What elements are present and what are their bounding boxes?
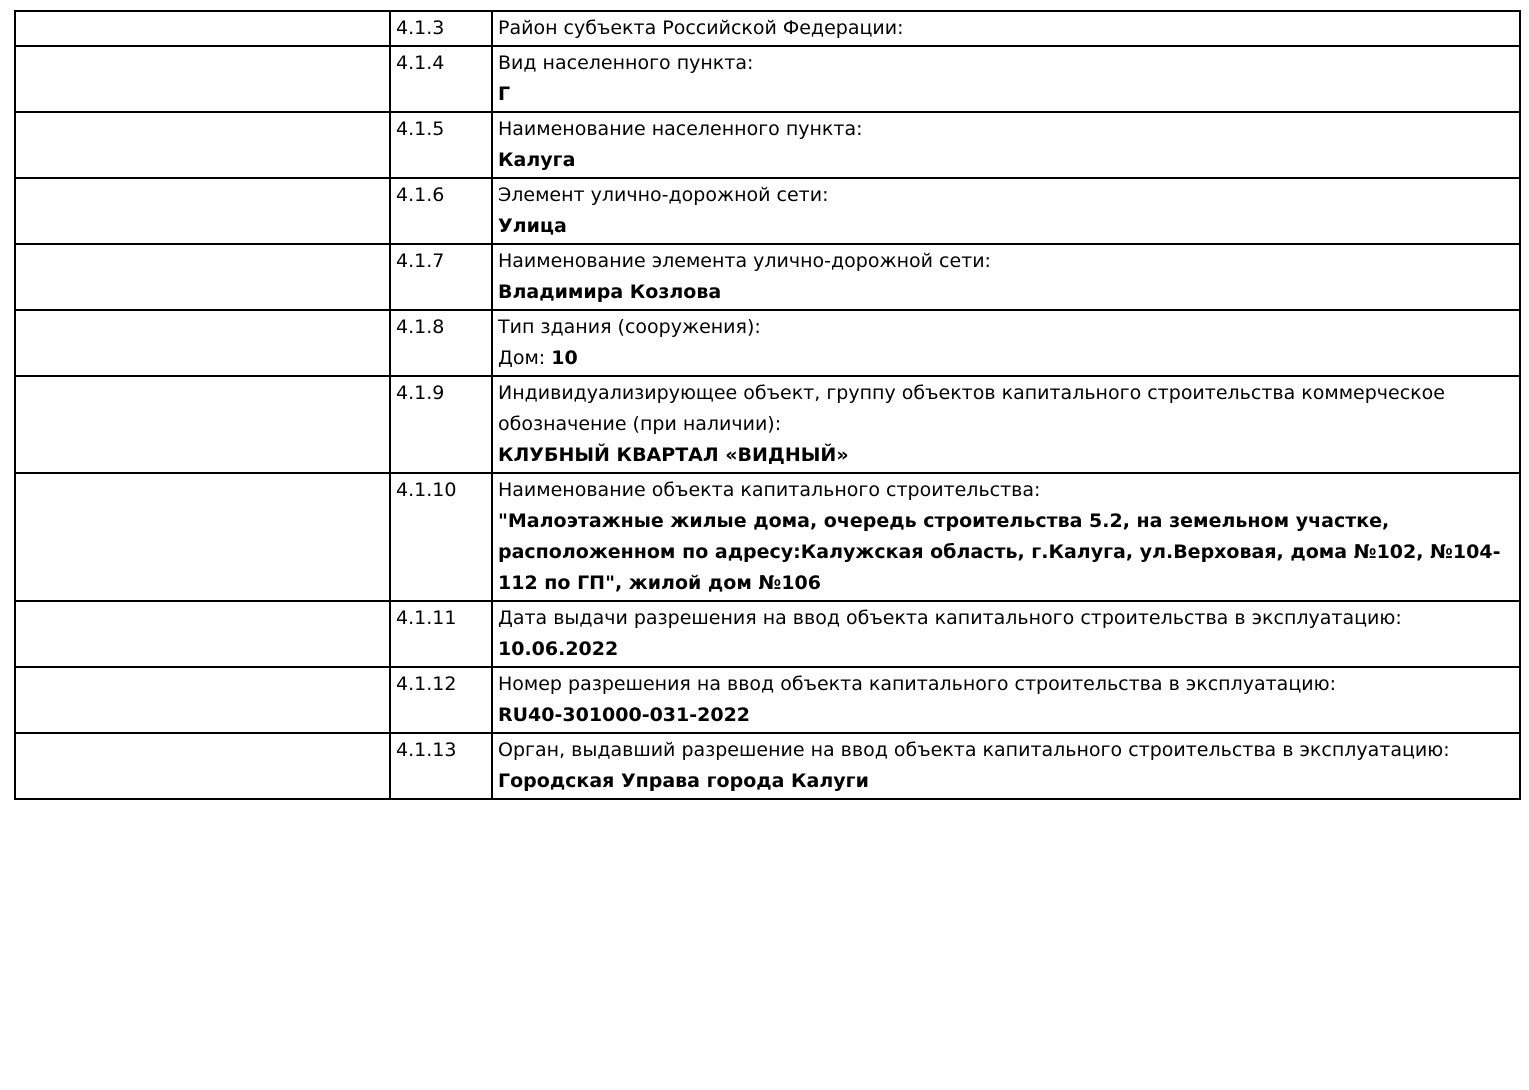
field-label: Район субъекта Российской Федерации: [498,17,904,39]
table-row [15,244,1520,310]
empty-cell [15,178,390,244]
empty-cell [15,46,390,112]
field-value-line [498,634,1514,665]
row-content-cell [492,46,1520,112]
field-value-line [498,343,1514,374]
field-label: Номер разрешения на ввод объекта капитального строительства в эксплуатацию: [498,673,1336,695]
field-label: Наименование элемента улично-дорожной сети: [498,250,991,272]
row-content-cell [492,244,1520,310]
row-code-cell [390,310,492,376]
row-code: 4.1.13 [396,739,457,761]
field-label: Элемент улично-дорожной сети: [498,184,829,206]
table-row [15,46,1520,112]
field-value: "Малоэтажные жилые дома, очередь строительства 5.2, на земельном участке, расположенном по адресу:Калужская область, г.Калуга, ул.Верховая, дома №102, №104-112 по ГП", жилой дом №106 [498,510,1501,594]
field-value-line [498,277,1514,308]
row-content-cell [492,11,1520,46]
row-code-cell [390,46,492,112]
row-content-cell [492,310,1520,376]
row-code: 4.1.12 [396,673,457,695]
row-code-cell [390,178,492,244]
row-content-cell [492,178,1520,244]
field-value-line [498,766,1514,797]
table-row [15,667,1520,733]
field-label: Наименование объекта капитального строительства: [498,479,1041,501]
table-row [15,112,1520,178]
field-value-line [498,145,1514,176]
row-content-cell [492,733,1520,799]
empty-cell [15,601,390,667]
empty-cell [15,244,390,310]
empty-cell [15,112,390,178]
row-code: 4.1.7 [396,250,445,272]
field-value: Улица [498,215,567,237]
empty-cell [15,11,390,46]
row-code: 4.1.6 [396,184,445,206]
table-row [15,376,1520,473]
field-label: Тип здания (сооружения): [498,316,761,338]
row-code-cell [390,601,492,667]
row-content-cell [492,473,1520,601]
row-code-cell [390,112,492,178]
field-value-line [498,211,1514,242]
row-code: 4.1.5 [396,118,445,140]
row-code: 4.1.4 [396,52,445,74]
field-value: КЛУБНЫЙ КВАРТАЛ «ВИДНЫЙ» [498,444,849,466]
table-body [15,11,1520,799]
row-code-cell [390,244,492,310]
field-value-prefix: Дом: [498,347,552,369]
table-row [15,601,1520,667]
row-code: 4.1.8 [396,316,445,338]
field-value: 10 [551,347,578,369]
field-value-line [498,79,1514,110]
row-code-cell [390,473,492,601]
row-code-cell [390,11,492,46]
row-content-cell [492,601,1520,667]
row-code-cell [390,733,492,799]
empty-cell [15,473,390,601]
field-value-line [498,506,1514,599]
empty-cell [15,376,390,473]
field-value-line [498,700,1514,731]
field-value: Городская Управа города Калуги [498,770,869,792]
table-row [15,473,1520,601]
row-code-cell [390,667,492,733]
row-code: 4.1.11 [396,607,457,629]
row-code: 4.1.9 [396,382,445,404]
document-page [0,10,1529,1090]
field-label: Орган, выдавший разрешение на ввод объекта капитального строительства в эксплуатацию: [498,739,1450,761]
field-label: Вид населенного пункта: [498,52,754,74]
field-value: Владимира Козлова [498,281,722,303]
row-code: 4.1.10 [396,479,457,501]
row-content-cell [492,667,1520,733]
table-row [15,11,1520,46]
table-row [15,310,1520,376]
field-label: Наименование населенного пункта: [498,118,863,140]
field-value: Калуга [498,149,576,171]
field-label: Дата выдачи разрешения на ввод объекта капитального строительства в эксплуатацию: [498,607,1402,629]
table-row [15,178,1520,244]
field-value: RU40-301000-031-2022 [498,704,751,726]
empty-cell [15,310,390,376]
row-content-cell [492,376,1520,473]
row-code: 4.1.3 [396,17,445,39]
empty-cell [15,667,390,733]
field-label: Индивидуализирующее объект, группу объектов капитального строительства коммерческое обозначение (при наличии): [498,382,1445,435]
row-code-cell [390,376,492,473]
field-value: 10.06.2022 [498,638,619,660]
document-table [14,10,1521,800]
field-value-line [498,440,1514,471]
field-value: Г [498,83,511,105]
table-row [15,733,1520,799]
row-content-cell [492,112,1520,178]
empty-cell [15,733,390,799]
